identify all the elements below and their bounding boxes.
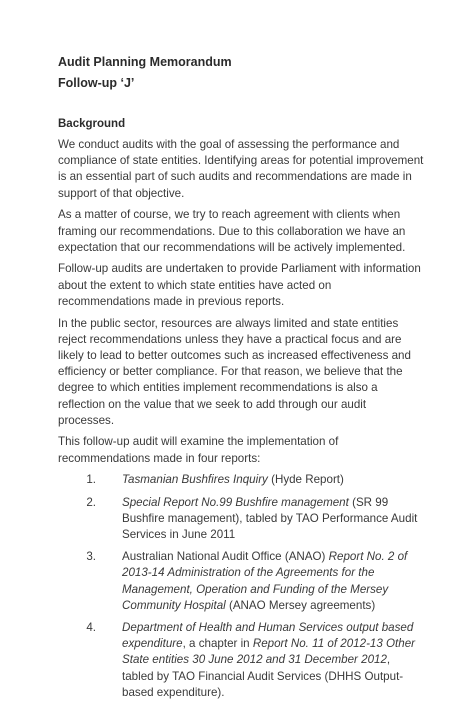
report-note: (SR 99 Bushfire management), tabled by TAO Performance Audit Services in June 2011 — [122, 495, 418, 541]
report-title: Special Report No.99 Bushfire management — [122, 495, 349, 509]
report-title: Department of Health and Human Services output based expenditure — [122, 620, 414, 651]
report-note: (ANAO Mersey agreements) — [225, 598, 376, 612]
list-number: 3. — [86, 550, 96, 564]
report-title: Tasmanian Bushfires Inquiry — [122, 473, 268, 487]
section-heading: Background — [58, 118, 126, 130]
report-note: (Hyde Report) — [267, 473, 344, 487]
memo-subtitle: Follow-up ‘J’ — [58, 76, 135, 90]
paragraph: We conduct audits with the goal of assessing the performance and compliance of state entities. Identifying areas for potential improvement is an essential part of such audits and recommendations are made in support of that objective. — [58, 138, 424, 200]
report-note: , a chapter in — [182, 637, 253, 651]
report-title: Report No. 2 of 2013-14 Administration of the Agreements for the Management, Operation and Funding of the Mersey Community Hospital — [122, 550, 408, 612]
list-number: 4. — [86, 620, 96, 634]
list-item — [58, 549, 424, 614]
paragraph: Follow-up audits are undertaken to provide Parliament with information about the extent to which state entities have acted on recommendations made in previous reports. — [58, 262, 421, 308]
list-item-text — [122, 495, 424, 544]
list-item — [58, 620, 424, 701]
document-body — [58, 137, 424, 707]
report-list — [58, 472, 424, 701]
paragraph: In the public sector, resources are always limited and state entities reject recommendations unless they have a practical focus and are likely to lead to better outcomes such as increased effectiveness and efficiency or better compliance. For that reason, we believe that the degree to which entities implement recommendations is also a reflection on the value that we seek to add through our audit processes. — [58, 316, 411, 427]
list-number: 2. — [86, 495, 96, 509]
list-item-text — [122, 620, 424, 701]
report-note: , tabled by TAO Financial Audit Services (DHHS Output-based expenditure). — [122, 653, 404, 699]
report-lead: Australian National Audit Office (ANAO) — [122, 550, 329, 564]
paragraph: This follow-up audit will examine the implementation of recommendations made in four reports: — [58, 435, 339, 465]
report-title: Report No. 11 of 2012-13 Other State entities 30 June 2012 and 31 December 2012 — [122, 637, 416, 667]
list-item — [58, 472, 424, 488]
list-number: 1. — [86, 473, 96, 487]
paragraph: As a matter of course, we try to reach agreement with clients when framing our recommendations. Due to this collaboration we have an expectation that our recommendations will be actively implemented. — [58, 208, 406, 254]
list-item — [58, 495, 424, 544]
list-item-text — [122, 472, 424, 488]
memo-title: Audit Planning Memorandum — [58, 55, 232, 69]
list-item-text — [122, 549, 424, 614]
